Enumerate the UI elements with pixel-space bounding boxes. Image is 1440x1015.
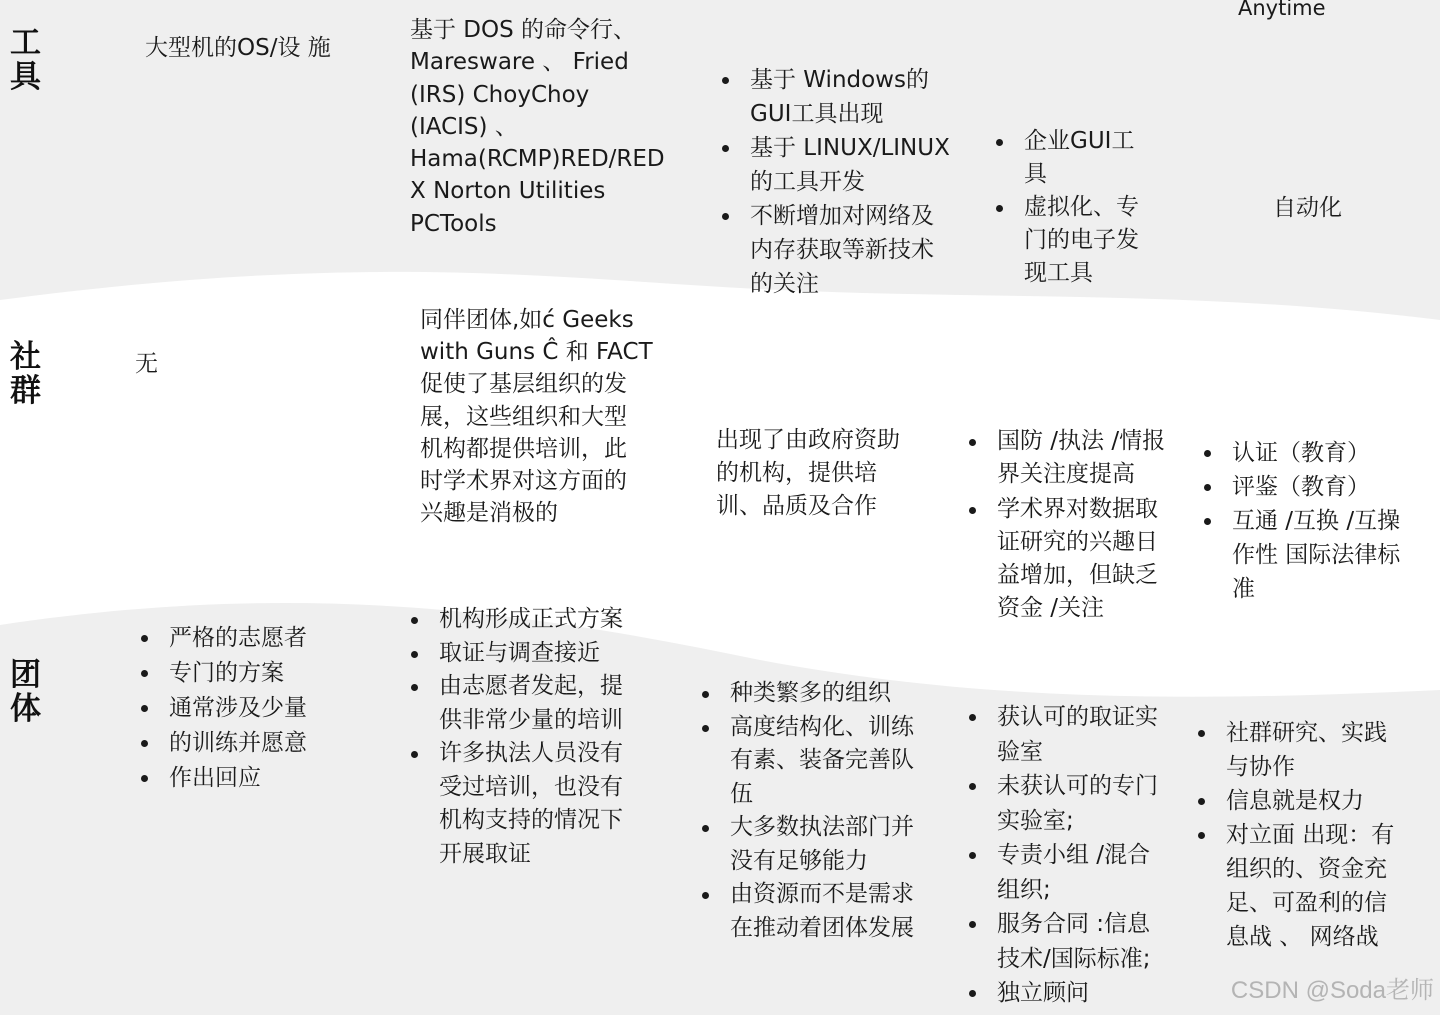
groups-col4-item: 未获认可的专门 实验室; [963, 769, 1193, 838]
community-col5-item: 互通 /互换 /互操 作性 国际法律标 准 [1198, 504, 1434, 606]
tools-col5 [1273, 192, 1342, 225]
tools-col3-item: 基于 LINUX/LINUX 的工具开发 [716, 131, 986, 199]
groups-col4-item: 获认可的取证实 验室 [963, 700, 1193, 769]
groups-col3 [696, 677, 956, 945]
tools-col5-text: 自动化 [1273, 195, 1342, 221]
groups-col5-item: 社群研究、实践 与协作 [1192, 716, 1432, 784]
groups-col3-item: 高度结构化、训练 有素、装备完善队 伍 [696, 711, 956, 812]
tools-col4-item: 虚拟化、专 门的电子发 现工具 [990, 191, 1180, 290]
tools-col3-item: 基于 Windows的 GUI工具出现 [716, 63, 986, 131]
row-label-tools [10, 26, 50, 94]
tools-col4-item: 企业GUI工 具 [990, 125, 1180, 191]
community-col3-text: 出现了由政府资助 的机构，提供培 训、品质及合作 [716, 427, 900, 519]
tools-col1 [145, 32, 331, 65]
community-col1-text: 无 [135, 351, 158, 377]
row-label-groups-char1: 团 [10, 657, 41, 693]
groups-col1-item: 专门的方案 [135, 656, 307, 691]
groups-col5-item: 信息就是权力 [1192, 784, 1432, 818]
community-col5-item: 评鉴（教育） [1198, 470, 1434, 504]
groups-col4-item: 专责小组 /混合 组织; [963, 838, 1193, 907]
groups-col2 [405, 603, 665, 871]
tools-col1-text: 大型机的OS/设 施 [145, 35, 331, 61]
community-col2 [420, 304, 653, 529]
row-label-groups [10, 658, 50, 726]
community-col4 [963, 425, 1193, 625]
groups-col2-item: 取证与调查接近 [405, 637, 665, 671]
community-col4-item: 学术界对数据取 证研究的兴趣日 益增加，但缺乏 资金 /关注 [963, 493, 1193, 625]
groups-col4-item: 服务合同 :信息 技术/国际标准; [963, 907, 1193, 976]
groups-col1-item: 作出回应 [135, 761, 307, 796]
community-col5-item: 认证（教育） [1198, 436, 1434, 470]
groups-col4-item: 独立顾问 [963, 976, 1193, 1011]
groups-col1-item: 严格的志愿者 [135, 621, 307, 656]
groups-col2-item: 机构形成正式方案 [405, 603, 665, 637]
community-col3 [716, 424, 900, 523]
row-label-tools-char2: 具 [10, 59, 41, 95]
groups-col2-item: 由志愿者发起，提 供非常少量的培训 [405, 670, 665, 737]
tools-col2-text: 基于 DOS 的命令行、 Maresware 、 Fried (IRS) ChoyChoy (IACIS) 、 Hama(RCMP)RED/RED X Norton Utilities PCTools [410, 17, 665, 237]
row-label-groups-char2: 体 [10, 691, 41, 727]
tools-col4 [990, 125, 1180, 290]
groups-col4 [963, 700, 1193, 1011]
column-header-anytime: Anytime [1238, 0, 1326, 20]
tools-col2 [410, 14, 665, 240]
groups-col1-item: 通常涉及少量 [135, 691, 307, 726]
community-col1 [135, 348, 158, 381]
groups-col1-item: 的训练并愿意 [135, 726, 307, 761]
groups-col3-item: 由资源而不是需求 在推动着团体发展 [696, 878, 956, 945]
community-col2-text: 同伴团体,如ć Geeks with Guns Ĉ 和 FACT 促使了基层组织的发 展，这些组织和大型 机构都提供培训，此 时学术界对这方面的 兴趣是消极的 [420, 307, 653, 527]
community-col5 [1198, 436, 1434, 606]
groups-col1 [135, 621, 307, 796]
groups-col5-item: 对立面 出现：有 组织的、资金充 足、可盈利的信 息战 、 网络战 [1192, 818, 1432, 954]
row-label-community-char1: 社 [10, 339, 41, 375]
community-col4-item: 国防 /执法 /情报 界关注度提高 [963, 425, 1193, 491]
groups-col5 [1192, 716, 1432, 954]
groups-col2-item: 许多执法人员没有 受过培训，也没有 机构支持的情况下 开展取证 [405, 737, 665, 871]
watermark-text: CSDN @Soda老师 [1230, 977, 1434, 1004]
row-label-community [10, 340, 50, 408]
tools-col3 [716, 63, 986, 301]
groups-col3-item: 种类繁多的组织 [696, 677, 956, 711]
tools-col3-item: 不断增加对网络及 内存获取等新技术 的关注 [716, 199, 986, 301]
row-label-community-char2: 群 [10, 373, 41, 409]
row-label-tools-char1: 工 [10, 25, 41, 61]
groups-col3-item: 大多数执法部门并 没有足够能力 [696, 811, 956, 878]
